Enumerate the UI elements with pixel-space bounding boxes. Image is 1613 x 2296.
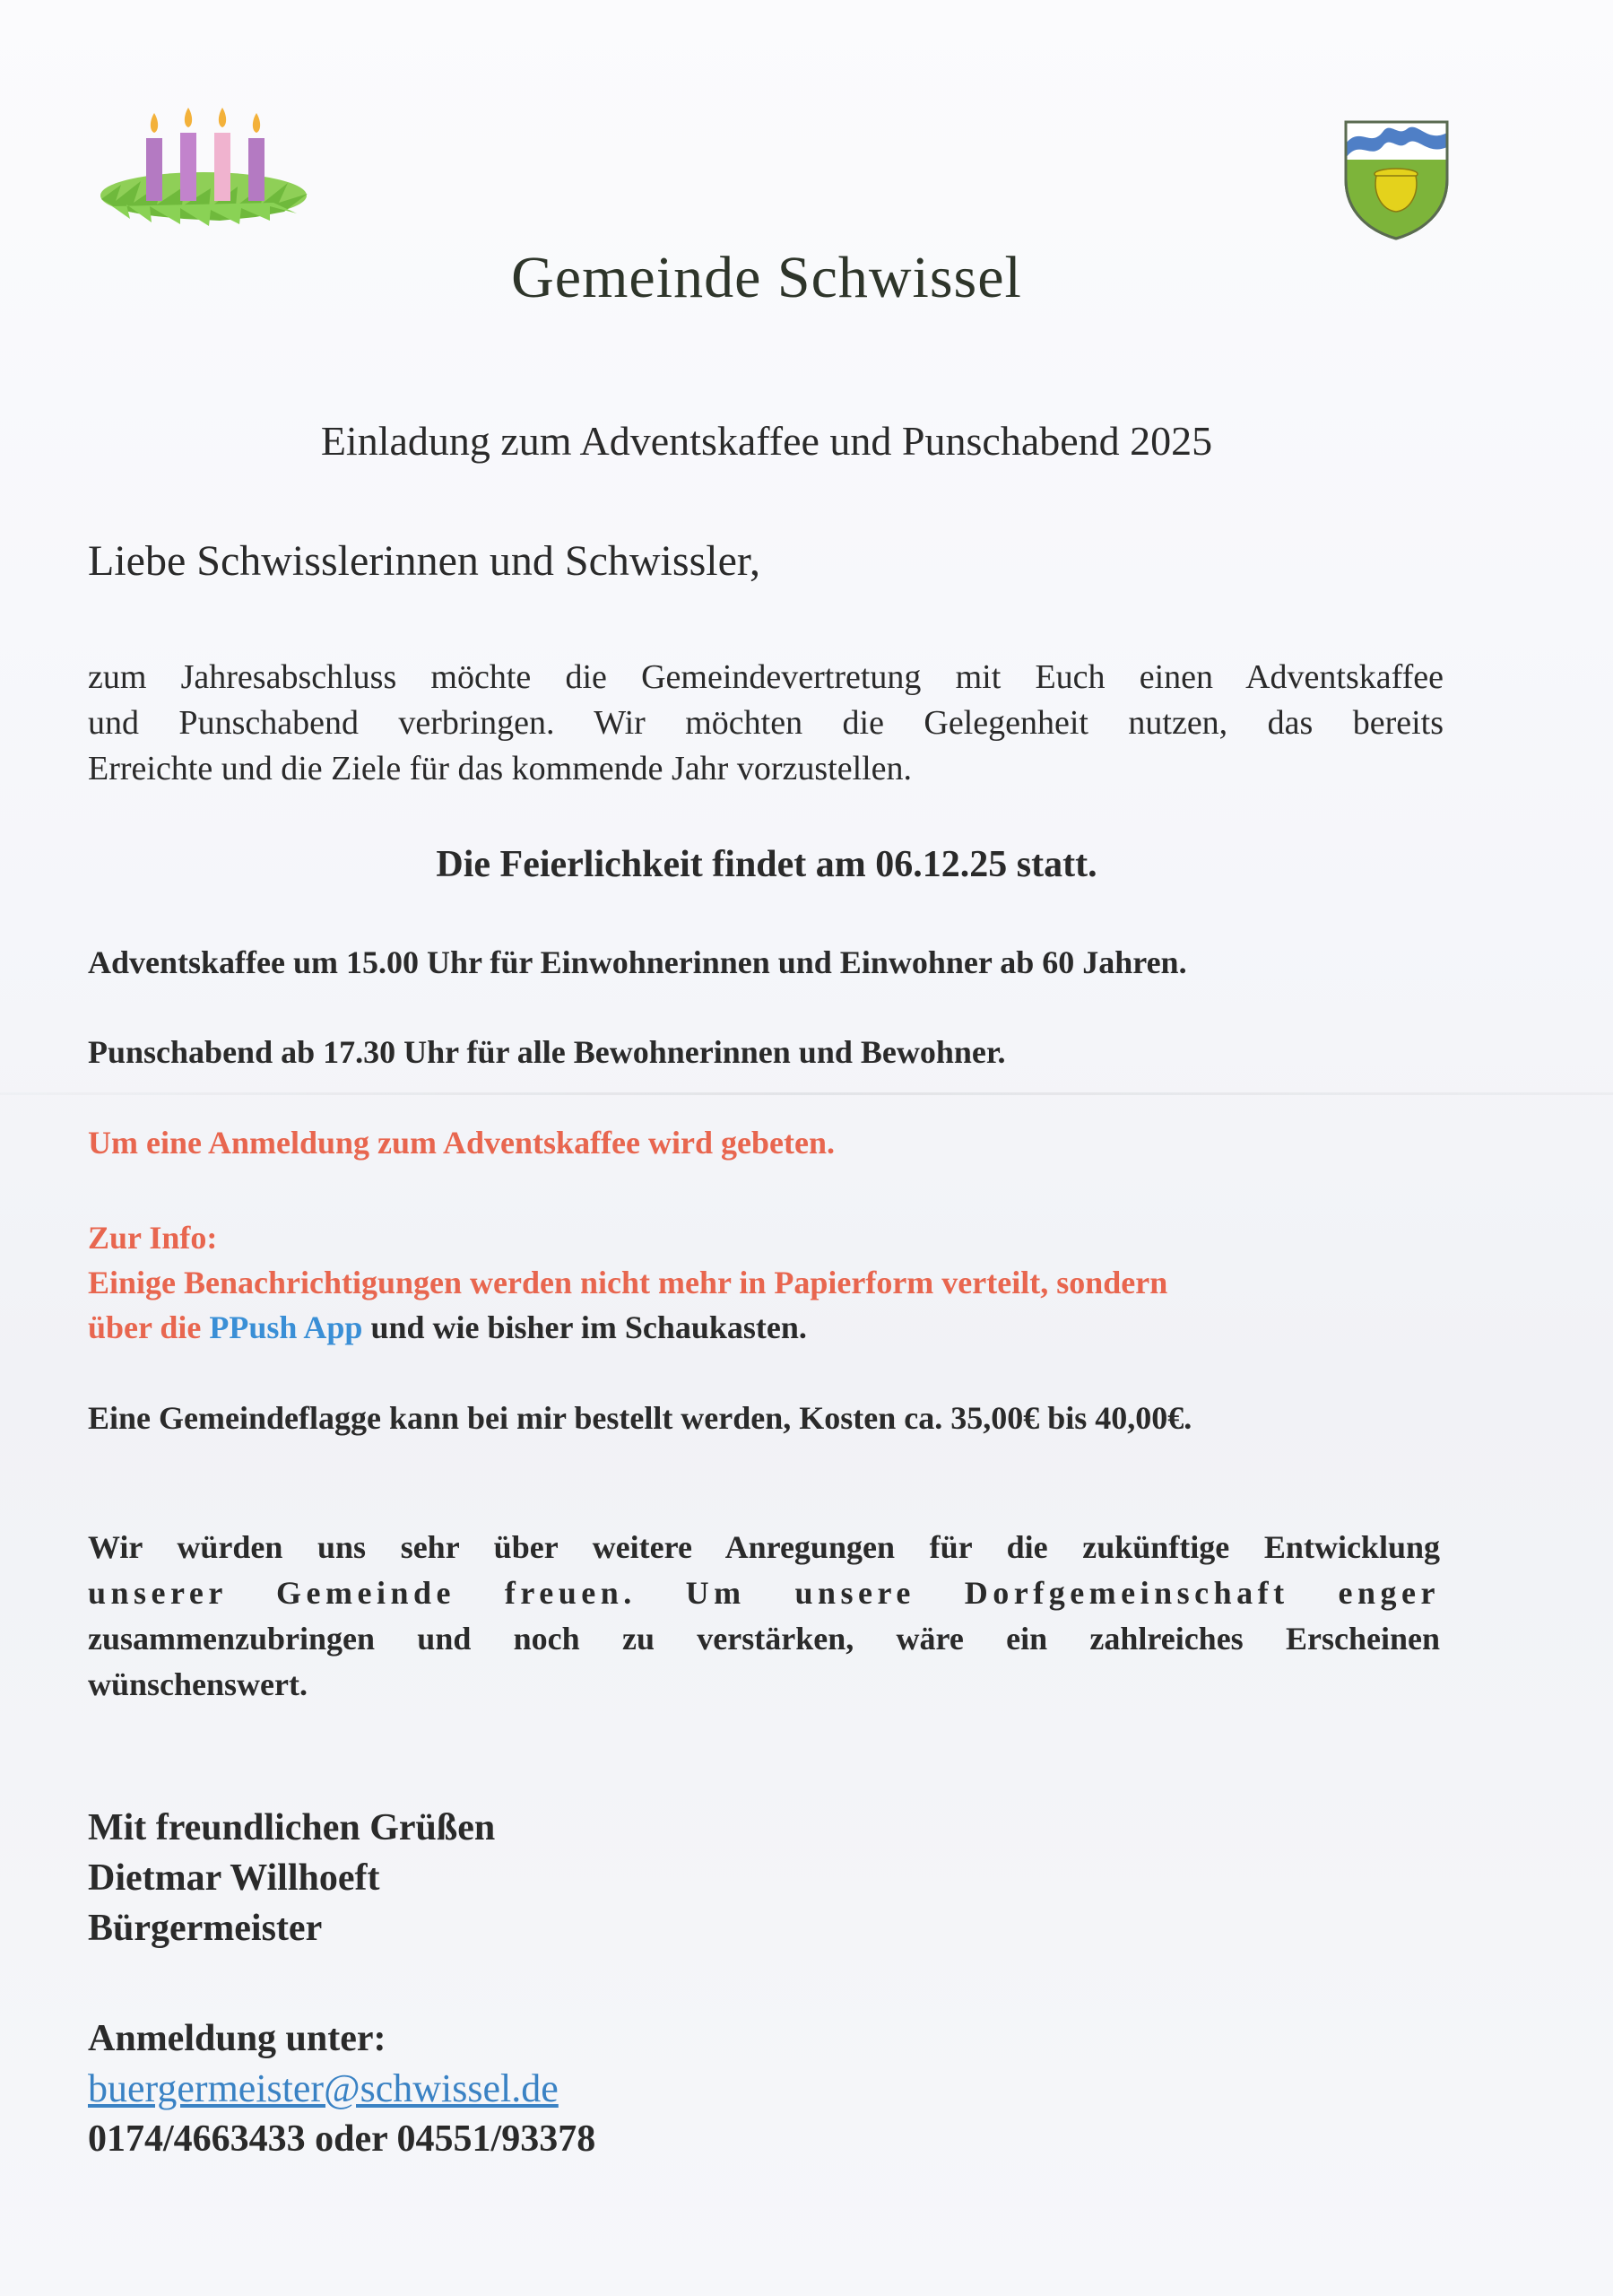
info-suffix: und wie bisher im Schaukasten. <box>362 1309 807 1345</box>
info-line: Einige Benachrichtigungen werden nicht mehr in Papierform verteilt, sondern <box>88 1265 1168 1300</box>
signer-role: Bürgermeister <box>88 1908 323 1949</box>
coffee-schedule: Adventskaffee um 15.00 Uhr für Einwohnerinnen und Einwohner ab 60 Jahren. <box>88 944 1187 980</box>
info-block <box>88 1215 1451 1350</box>
email-link[interactable]: buergermeister@schwissel.de <box>88 2066 559 2110</box>
greeting: Mit freundlichen Grüßen <box>88 1807 496 1848</box>
contact-label: Anmeldung unter: <box>88 2018 386 2059</box>
info-prefix: über die <box>88 1309 210 1345</box>
salutation: Liebe Schwisslerinnen und Schwissler, <box>88 537 760 585</box>
closing-paragraph <box>88 1525 1440 1708</box>
page-title: Gemeinde Schwissel <box>511 245 1022 310</box>
info-line <box>88 1305 1451 1350</box>
punch-schedule: Punschabend ab 17.30 Uhr für alle Bewohnerinnen und Bewohner. <box>88 1034 1006 1070</box>
closing-line: zusammenzubringen und noch zu verstärken, wäre ein zahlreiches Erscheinen <box>88 1621 1440 1657</box>
coat-of-arms-icon <box>1340 117 1453 242</box>
advent-wreath-icon <box>94 106 314 231</box>
flag-order-note: Eine Gemeindeflagge kann bei mir bestellt werden, Kosten ca. 35,00€ bis 40,00€. <box>88 1400 1192 1436</box>
ppush-app-name: PPush App <box>209 1309 363 1345</box>
signer-name: Dietmar Willhoeft <box>88 1857 380 1899</box>
intro-line: Erreichte und die Ziele für das kommende Jahr vorzustellen. <box>88 750 913 787</box>
event-date: Die Feierlichkeit findet am 06.12.25 statt. <box>436 844 1097 885</box>
closing-line: Wir würden uns sehr über weitere Anregungen für die zukünftige Entwicklung <box>88 1529 1440 1565</box>
closing-line: unserer Gemeinde freuen. Um unsere Dorfgemeinschaft enger <box>88 1575 1440 1611</box>
paper-fold <box>0 1092 1613 1095</box>
info-heading: Zur Info: <box>88 1220 218 1256</box>
signature-block <box>88 1803 495 1953</box>
invitation-subtitle: Einladung zum Adventskaffee und Punschabend 2025 <box>320 418 1213 464</box>
intro-paragraph <box>88 655 1444 792</box>
intro-line: und Punschabend verbringen. Wir möchten die Gelegenheit nutzen, das bereits <box>88 704 1444 742</box>
registration-note: Um eine Anmeldung zum Adventskaffee wird gebeten. <box>88 1125 835 1161</box>
intro-line: zum Jahresabschluss möchte die Gemeindevertretung mit Euch einen Adventskaffee <box>88 658 1444 696</box>
closing-line: wünschenswert. <box>88 1666 308 1702</box>
contact-block <box>88 2013 595 2164</box>
phone-numbers: 0174/4663433 oder 04551/93378 <box>88 2118 596 2160</box>
